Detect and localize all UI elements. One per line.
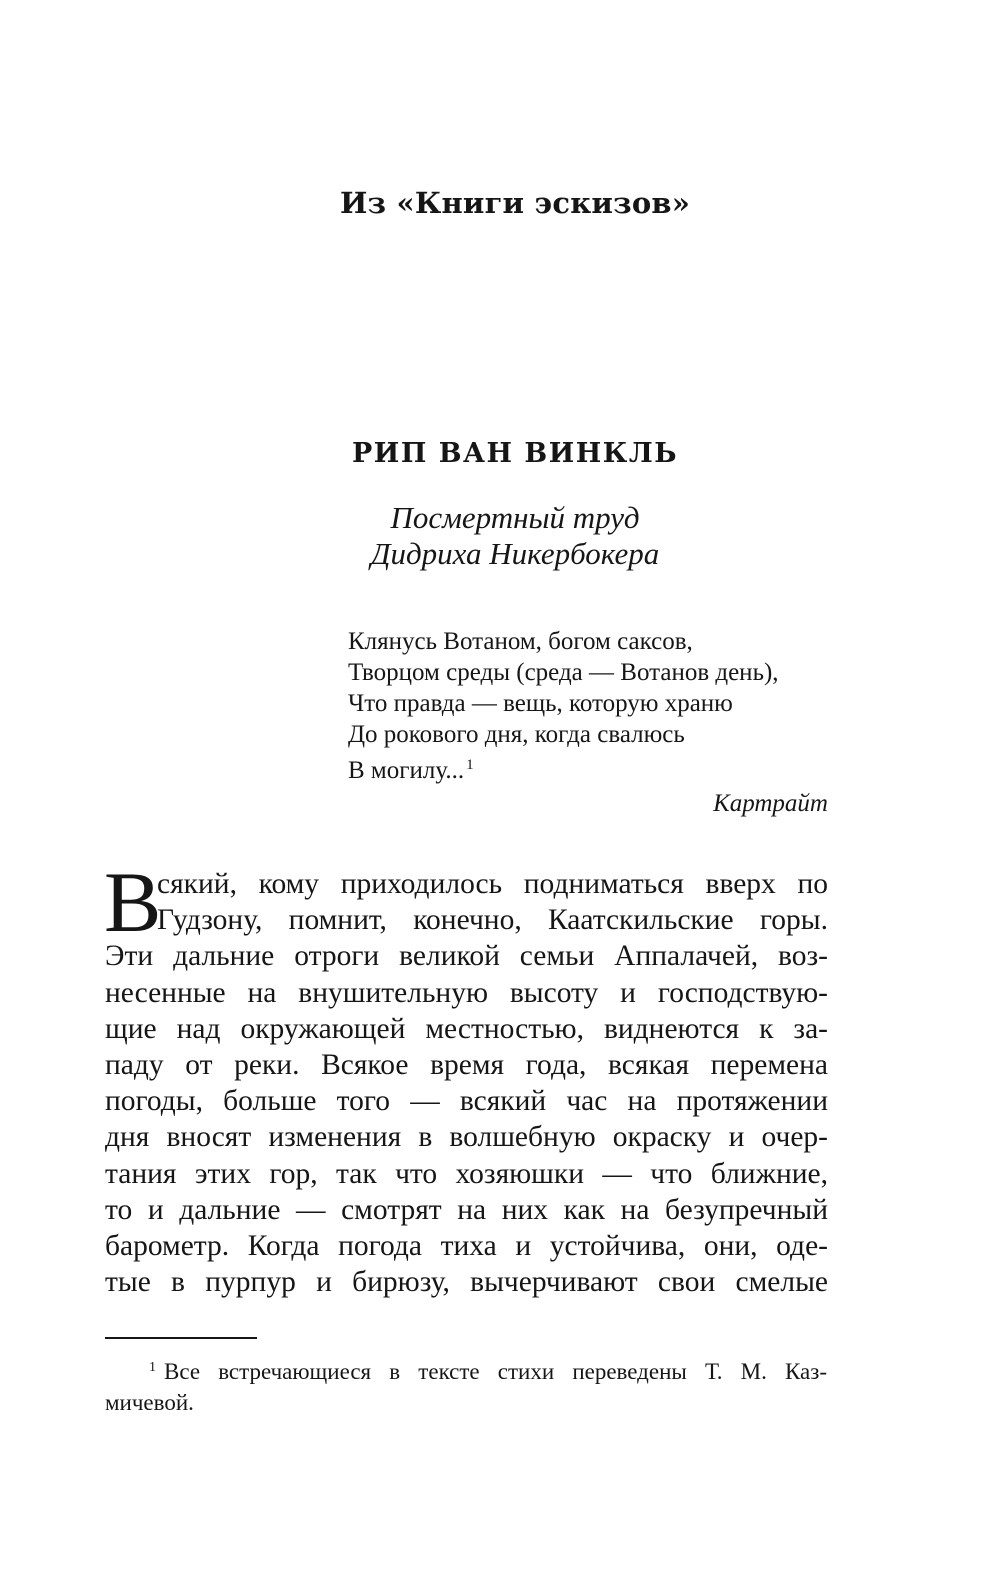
epigraph-line: До рокового дня, когда свалюсь (348, 721, 685, 748)
epigraph-line: Клянусь Вотаном, богом саксов, (348, 628, 693, 655)
drop-cap: В (104, 854, 162, 950)
body-text (105, 866, 828, 1300)
subtitle-line-1: Посмертный труд (390, 500, 640, 535)
body-line: сякий, кому приходилось подниматься вверх по (157, 868, 828, 900)
body-line: тые в пурпур и бирюзу, вычерчивают свои смелые (105, 1266, 828, 1299)
section-title: Из «Книги эскизов» (339, 186, 691, 220)
footnote-line-2: мичевой. (105, 1390, 194, 1415)
epigraph-line: Творцом среды (среда — Вотанов день), (348, 659, 779, 686)
body-line: дня вносят изменения в волшебную окраску и очер- (105, 1121, 828, 1154)
footnote-text: Все встречающиеся в тексте стихи переведены Т. М. Каз- (164, 1359, 827, 1384)
epigraph-line: Что правда — вещь, которую храню (348, 690, 733, 717)
body-line: барометр. Когда погода тиха и устойчива, они, оде- (105, 1230, 828, 1263)
body-line: Эти дальние отроги великой семьи Аппалачей, воз- (105, 940, 828, 973)
body-line: несенные на внушительную высоту и господствую- (105, 976, 828, 1009)
epigraph-author: Картрайт (713, 790, 828, 817)
epigraph-line: В могилу... (348, 757, 465, 784)
body-line: щие над окружающей местностью, виднеются к за- (105, 1012, 828, 1045)
body-line: погоды, больше того — всякий час на протяжении (105, 1085, 828, 1118)
footnote (105, 1352, 827, 1418)
footnote-divider (105, 1337, 257, 1339)
footnote-reference: 1 (466, 757, 474, 773)
subtitle-line-2: Дидриха Никербокера (370, 536, 660, 571)
body-line: Гудзону, помнит, конечно, Каатскильские горы. (157, 904, 828, 937)
body-line: паду от реки. Всякое время года, всякая перемена (105, 1049, 828, 1082)
subtitle (0, 500, 1000, 572)
footnote-mark: 1 (149, 1360, 156, 1375)
body-line: то и дальние — смотрят на них как на безупречный (105, 1193, 828, 1226)
epigraph-last-line (348, 750, 828, 786)
epigraph (348, 626, 828, 819)
story-title: РИП ВАН ВИНКЛЬ (352, 438, 678, 469)
footnote-line-1 (105, 1352, 827, 1387)
body-line: тания этих гор, так что хозяюшки — что ближние, (105, 1157, 828, 1190)
